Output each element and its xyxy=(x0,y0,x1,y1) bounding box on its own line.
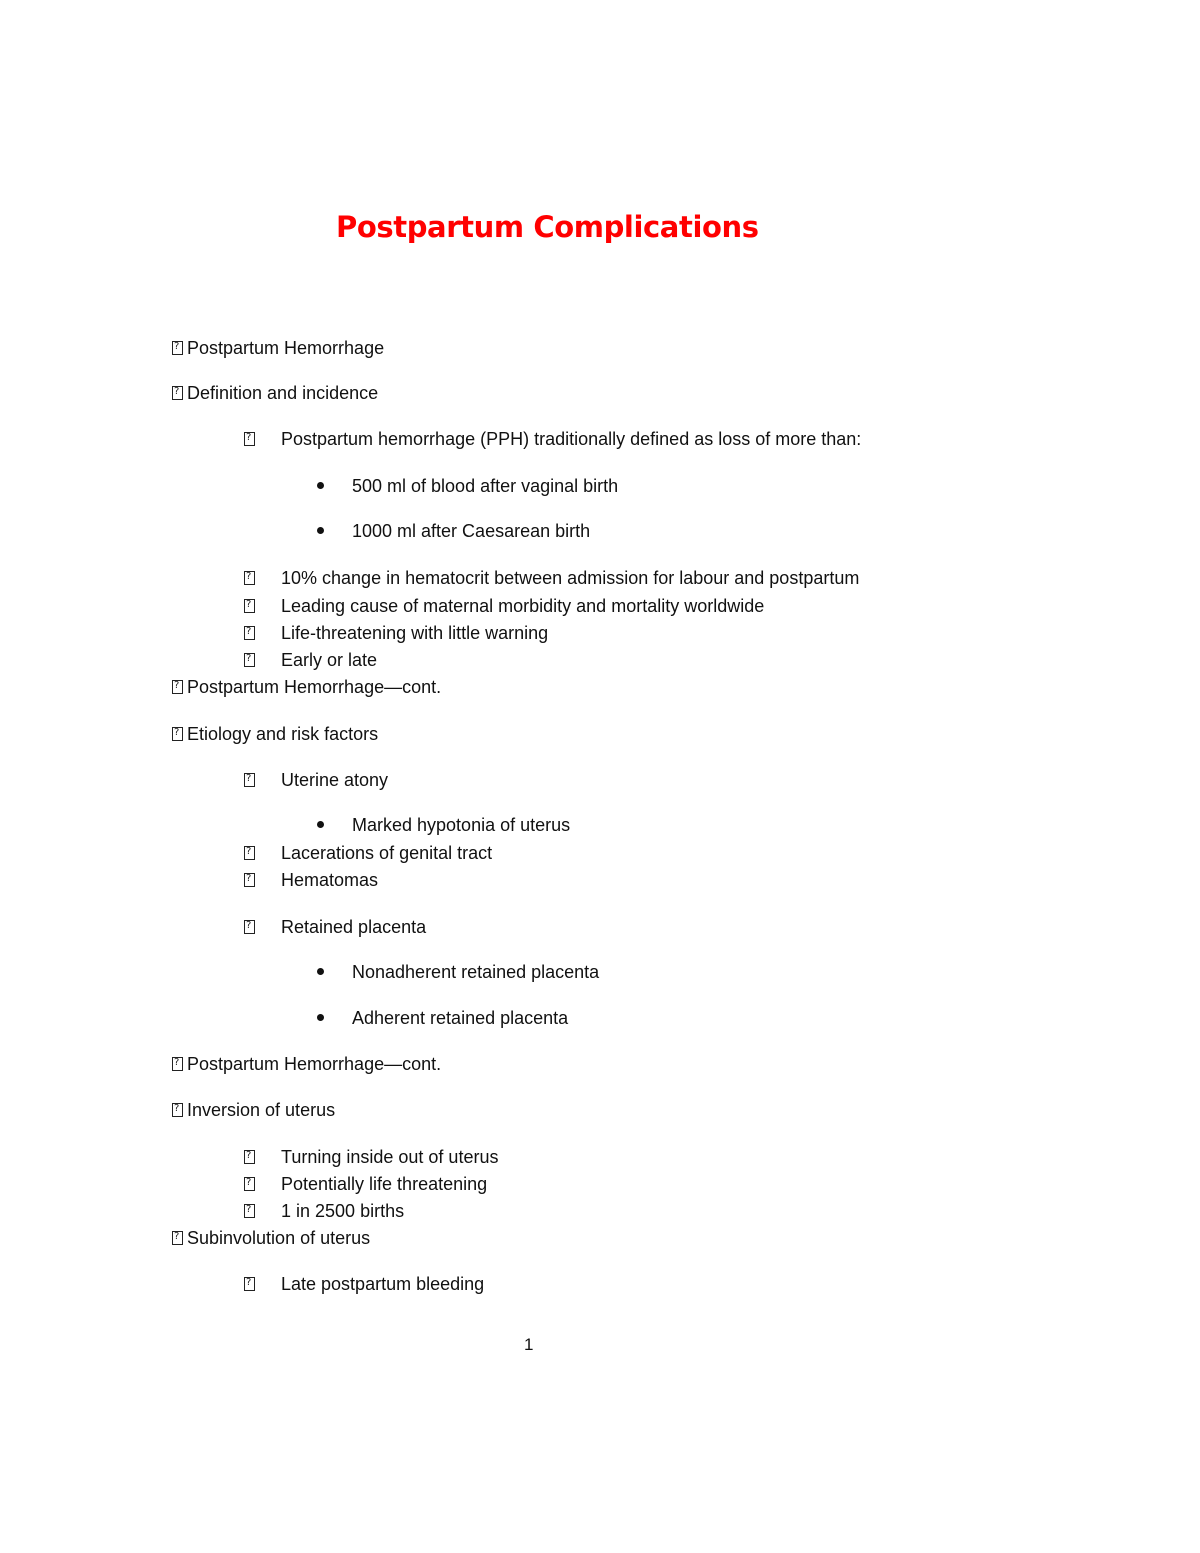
outline-item-text: Postpartum Hemorrhage—cont. xyxy=(187,1054,442,1074)
outline-item-level-2 xyxy=(244,1273,485,1295)
page-title: Postpartum Complications xyxy=(336,210,759,244)
outline-item-text: Retained placenta xyxy=(281,917,427,937)
outline-item-level-2 xyxy=(244,1173,488,1195)
missing-glyph-icon xyxy=(244,1204,255,1218)
outline-item-level-2 xyxy=(244,842,493,864)
outline-item-level-3 xyxy=(314,475,619,497)
outline-item-text: Life-threatening with little warning xyxy=(281,623,549,643)
missing-glyph-icon xyxy=(244,846,255,860)
outline-item-text: Subinvolution of uterus xyxy=(187,1228,371,1248)
outline-item-level-3 xyxy=(314,520,591,542)
outline-item-text: Marked hypotonia of uterus xyxy=(352,815,571,835)
outline-item-text: Postpartum hemorrhage (PPH) traditionally defined as loss of more than: xyxy=(281,429,862,449)
page-number: 1 xyxy=(524,1335,534,1354)
outline-item-level-3 xyxy=(314,1007,569,1029)
outline-item-text: Lacerations of genital tract xyxy=(281,843,493,863)
missing-glyph-icon xyxy=(244,571,255,585)
outline-item-text: Late postpartum bleeding xyxy=(281,1274,485,1294)
outline-item-text: Early or late xyxy=(281,650,378,670)
outline-item-level-2 xyxy=(244,428,862,450)
bullet-icon xyxy=(317,527,324,534)
bullet-icon xyxy=(317,482,324,489)
outline-item-level-1 xyxy=(172,1227,370,1249)
outline-item-text: Adherent retained placenta xyxy=(352,1008,569,1028)
missing-glyph-icon xyxy=(244,1277,255,1291)
outline-item-level-3 xyxy=(314,814,571,836)
missing-glyph-icon xyxy=(244,1177,255,1191)
outline-item-text: Hematomas xyxy=(281,870,379,890)
outline-item-text: 1000 ml after Caesarean birth xyxy=(352,521,591,541)
outline-item-level-2 xyxy=(244,649,378,671)
missing-glyph-icon xyxy=(244,773,255,787)
outline-item-level-1 xyxy=(172,1099,335,1121)
outline-item-level-2 xyxy=(244,567,860,589)
bullet-icon xyxy=(317,821,324,828)
missing-glyph-icon xyxy=(172,1057,183,1071)
outline-item-text: Postpartum Hemorrhage—cont. xyxy=(187,677,442,697)
outline-item-text: Postpartum Hemorrhage xyxy=(187,338,385,358)
missing-glyph-icon xyxy=(172,1231,183,1245)
outline-item-level-1 xyxy=(172,723,378,745)
outline-item-level-1 xyxy=(172,337,384,359)
outline-item-level-3 xyxy=(314,961,600,983)
missing-glyph-icon xyxy=(244,626,255,640)
missing-glyph-icon xyxy=(244,653,255,667)
outline-item-level-1 xyxy=(172,1053,441,1075)
outline-item-level-2 xyxy=(244,1146,499,1168)
outline-item-text: Uterine atony xyxy=(281,770,389,790)
outline-item-level-1 xyxy=(172,382,378,404)
outline-item-level-2 xyxy=(244,869,379,891)
outline-item-text: Definition and incidence xyxy=(187,383,379,403)
missing-glyph-icon xyxy=(244,920,255,934)
outline-item-text: Inversion of uterus xyxy=(187,1100,336,1120)
missing-glyph-icon xyxy=(244,873,255,887)
bullet-icon xyxy=(317,968,324,975)
missing-glyph-icon xyxy=(244,599,255,613)
outline-item-text: 500 ml of blood after vaginal birth xyxy=(352,476,619,496)
outline-item-text: Nonadherent retained placenta xyxy=(352,962,600,982)
outline-item-level-2 xyxy=(244,769,389,791)
outline-item-text: 1 in 2500 births xyxy=(281,1201,405,1221)
bullet-icon xyxy=(317,1014,324,1021)
outline-item-text: Etiology and risk factors xyxy=(187,724,379,744)
outline-item-text: Potentially life threatening xyxy=(281,1174,488,1194)
outline-item-text: 10% change in hematocrit between admission for labour and postpartum xyxy=(281,568,860,588)
missing-glyph-icon xyxy=(172,386,183,400)
missing-glyph-icon xyxy=(172,680,183,694)
missing-glyph-icon xyxy=(172,727,183,741)
outline-item-text: Turning inside out of uterus xyxy=(281,1147,499,1167)
missing-glyph-icon xyxy=(244,432,255,446)
outline-item-level-2 xyxy=(244,916,427,938)
outline-item-level-2 xyxy=(244,622,549,644)
outline-item-level-2 xyxy=(244,595,765,617)
missing-glyph-icon xyxy=(244,1150,255,1164)
outline-item-text: Leading cause of maternal morbidity and mortality worldwide xyxy=(281,596,765,616)
outline-item-level-1 xyxy=(172,676,441,698)
missing-glyph-icon xyxy=(172,341,183,355)
missing-glyph-icon xyxy=(172,1103,183,1117)
outline-item-level-2 xyxy=(244,1200,405,1222)
